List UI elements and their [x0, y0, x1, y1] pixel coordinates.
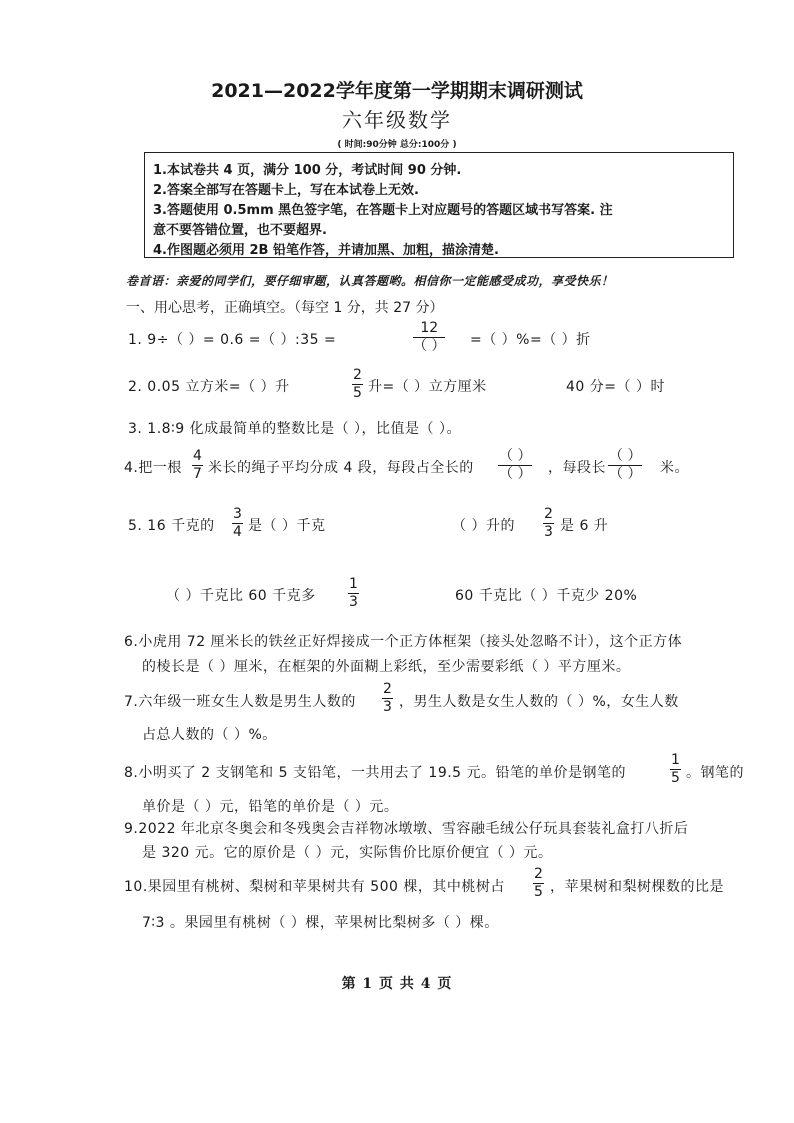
section-heading: 一、用心思考，正确填空。（每空 1 分，共 27 分）: [126, 300, 444, 316]
q1-fraction: [413, 320, 445, 355]
fraction-denominator: 3: [544, 524, 553, 540]
fraction-numerator: 2: [353, 367, 362, 383]
q6-line2: 的棱长是（ ）厘米，在框架的外面糊上彩纸，至少需要彩纸（ ）平方厘米。: [142, 659, 631, 675]
q4-fraction-part: [498, 448, 532, 483]
fraction-numerator: 12: [413, 320, 445, 338]
q7-line2: 占总人数的（ ）%。: [142, 727, 277, 743]
q10-line2: 7∶3 。果园里有桃树（ ）棵，苹果树比梨树多（ ）棵。: [142, 915, 499, 931]
q1-text: 1. 9÷（ ）= 0.6 =（ ）:35 =: [128, 332, 337, 348]
q6-line1: 6.小虎用 72 厘米长的铁丝正好焊接成一个正方体框架（接头处忽略不计），这个正方体: [124, 634, 683, 650]
fraction-denominator: 5: [353, 385, 362, 401]
q5-a-text: 5. 16 千克的: [128, 518, 215, 534]
q4-fraction-length: [192, 448, 203, 483]
instruction-line: 4.作图题必须用 2B 铅笔作答，并请加黑、加粗，描涂清楚.: [153, 243, 499, 258]
fraction-denominator: （ ）: [609, 466, 642, 482]
fraction-numerator: 4: [193, 448, 202, 464]
q4-text: 4.把一根: [124, 460, 182, 476]
q10-text-b: ，苹果树和梨树棵数的比是: [550, 879, 724, 895]
instruction-line: 意不要答错位置，也不要超界.: [153, 223, 327, 238]
q5-d-text: 60 千克比（ ）千克少 20%: [455, 588, 638, 604]
fraction-numerator: （ ）: [499, 448, 532, 464]
fraction-denominator: 5: [534, 884, 543, 900]
q5-b-fraction: [543, 506, 554, 541]
q4-text-c: ，每段长: [548, 460, 606, 476]
q8-line2: 单价是（ ）元，铅笔的单价是（ ）元。: [142, 799, 399, 815]
q4-fraction-each: [608, 448, 642, 483]
q7-text: 7.六年级一班女生人数是男生人数的: [124, 694, 356, 710]
fraction-numerator: 2: [383, 681, 392, 697]
q7-text-b: ，男生人数是女生人数的（ ）%，女生人数: [399, 694, 679, 710]
instruction-line: 3.答题使用 0.5mm 黑色签字笔，在答题卡上对应题号的答题区域书写答案. 注: [153, 203, 613, 218]
time-info: ( 时间:90分钟 总分:100分 ): [337, 140, 457, 150]
fraction-denominator: （ ）: [499, 466, 532, 482]
q10-text: 10.果园里有桃树、梨树和苹果树共有 500 棵，其中桃树占: [124, 879, 505, 895]
q5-a-text-b: 是（ ）千克: [248, 518, 326, 534]
q10-fraction: [533, 866, 544, 901]
exam-subtitle: 六年级数学: [342, 108, 452, 132]
fraction-numerator: （ ）: [609, 448, 642, 464]
q4-text-d: 米。: [660, 460, 689, 476]
q5-b-text-b: 是 6 升: [560, 518, 609, 534]
fraction-denominator: 4: [233, 524, 242, 540]
instructions-box: [144, 152, 734, 258]
q5-a-fraction: [232, 506, 243, 541]
fraction-denominator: 5: [671, 770, 680, 786]
fraction-denominator: （ ）: [413, 338, 446, 354]
q5-c-text: （ ）千克比 60 千克多: [166, 588, 316, 604]
q8-text: 8.小明买了 2 支钢笔和 5 支铅笔，一共用去了 19.5 元。铅笔的单价是钢笔的: [124, 765, 627, 781]
q7-fraction: [382, 681, 393, 716]
q8-text-b: 。钢笔的: [686, 765, 744, 781]
q2-text-b: 升=（ ）立方厘米: [368, 379, 487, 395]
fraction-numerator: 2: [534, 866, 543, 882]
motto: 卷首语：亲爱的同学们，要仔细审题，认真答题哟。相信你一定能感受成功，享受快乐！: [126, 274, 614, 288]
q8-fraction: [670, 752, 681, 787]
fraction-numerator: 3: [233, 506, 242, 522]
page-number: 第 1 页 共 4 页: [341, 976, 453, 992]
q3-text: 3. 1.8∶9 化成最简单的整数比是（ ），比值是（ ）。: [128, 421, 461, 437]
q5-b-text: （ ）升的: [452, 518, 515, 534]
q9-line2: 是 320 元。它的原价是（ ）元，实际售价比原价便宜（ ）元。: [142, 845, 553, 861]
fraction-denominator: 3: [383, 699, 392, 715]
instruction-line: 1.本试卷共 4 页，满分 100 分，考试时间 90 分钟.: [153, 163, 462, 178]
fraction-numerator: 1: [349, 576, 358, 592]
q2-text: 2. 0.05 立方米=（ ）升: [128, 379, 290, 395]
instruction-line: 2.答案全部写在答题卡上，写在本试卷上无效.: [153, 183, 419, 198]
fraction-numerator: 2: [544, 506, 553, 522]
q2-fraction: [352, 367, 363, 402]
q5-c-fraction: [348, 576, 359, 611]
fraction-denominator: 3: [349, 594, 358, 610]
fraction-numerator: 1: [671, 752, 680, 768]
q2-text-c: 40 分=（ ）时: [566, 379, 665, 395]
fraction-denominator: 7: [193, 466, 202, 482]
q4-text-b: 米长的绳子平均分成 4 段，每段占全长的: [208, 460, 474, 476]
q1-text-b: =（ ）%=（ ）折: [470, 332, 591, 348]
exam-title: 2021—2022学年度第一学期期末调研测试: [211, 80, 583, 102]
q9-line1: 9.2022 年北京冬奥会和冬残奥会吉祥物冰墩墩、雪容融毛绒公仔玩具套装礼盒打八折后: [124, 821, 689, 837]
